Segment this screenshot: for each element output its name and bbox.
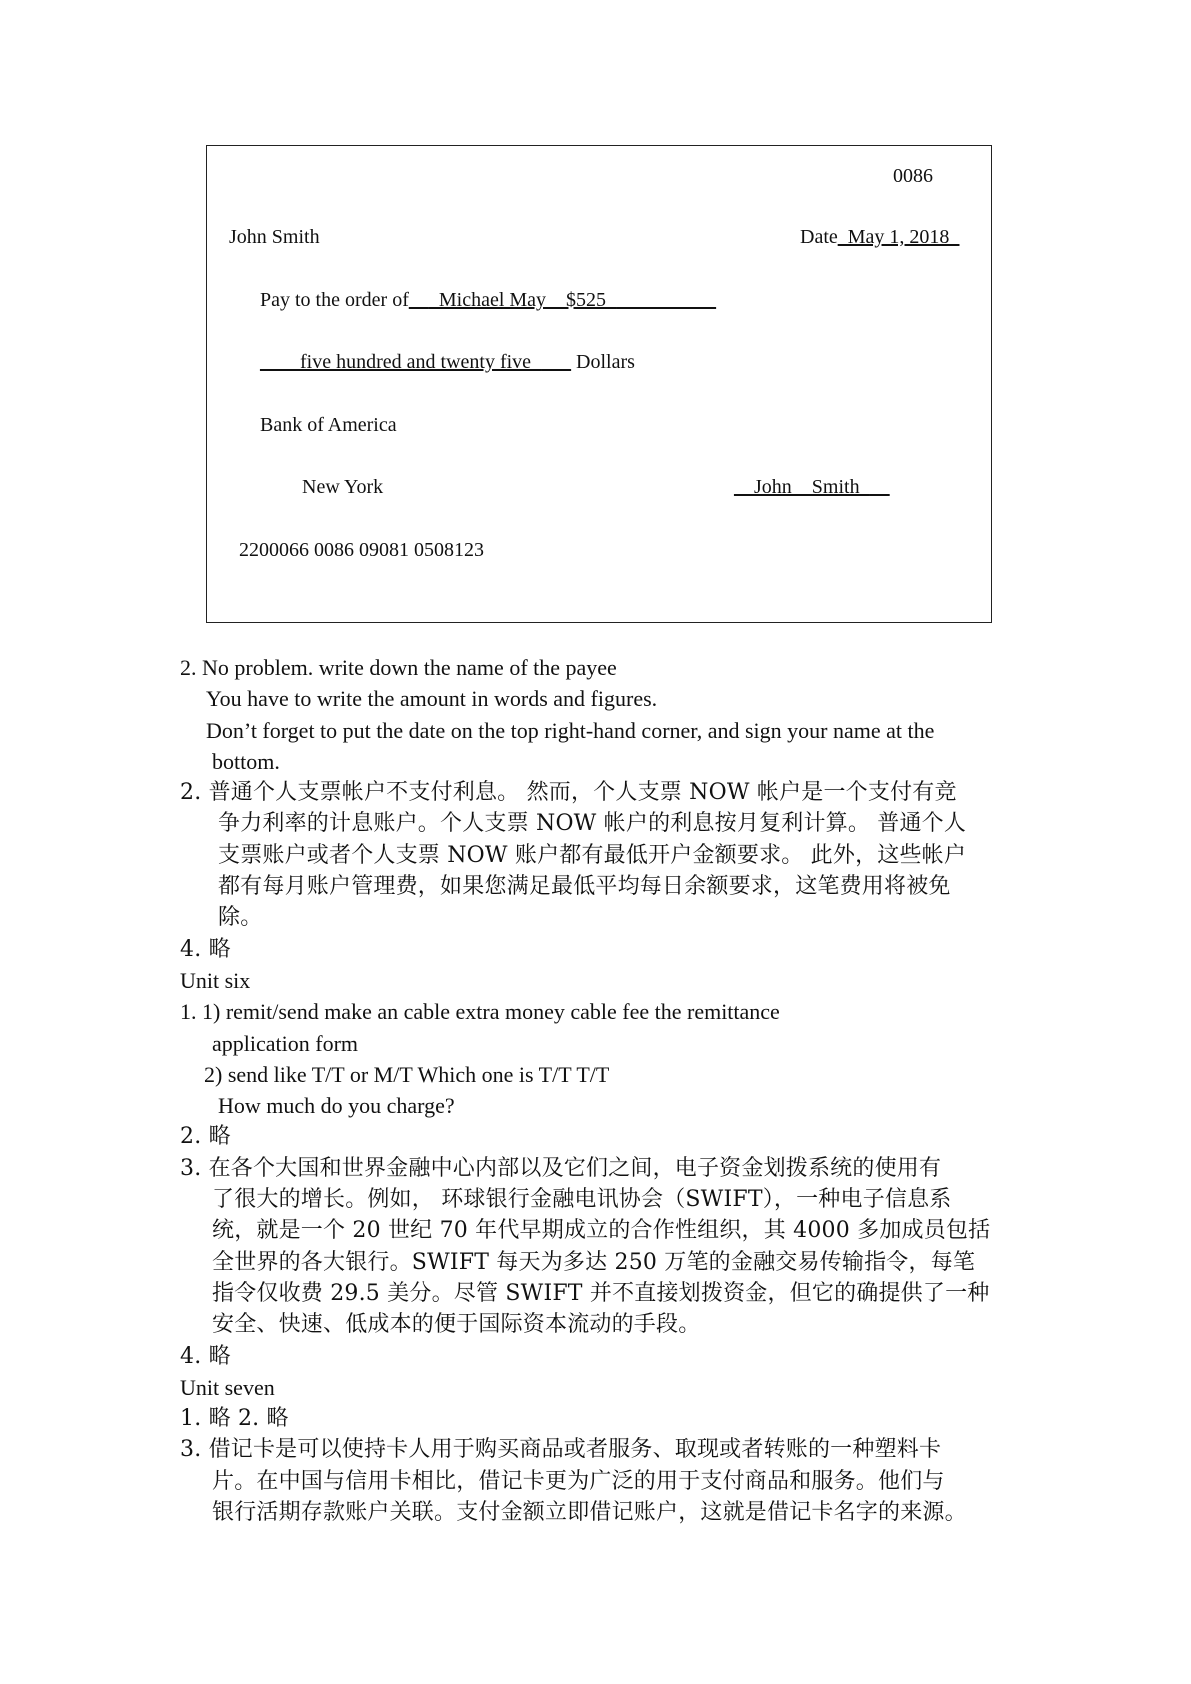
text-line: 全世界的各大银行。SWIFT 每天为多达 250 万笔的金融交易传输指令，每笔: [212, 1249, 976, 1275]
date-field: [800, 225, 959, 249]
text-line: 1. 1) remit/send make an cable extra money cable fee the remittance: [180, 999, 780, 1025]
text-line: 安全、快速、低成本的便于国际资本流动的手段。: [212, 1312, 701, 1338]
text-line: 片。在中国与信用卡相比，借记卡更为广泛的用于支付商品和服务。他们与: [212, 1468, 945, 1494]
pay-to-line: [260, 288, 716, 312]
bank-name: Bank of America: [260, 414, 397, 436]
signature: __John Smith___: [734, 476, 890, 498]
text-line: 都有每月账户管理费，如果您满足最低平均每日余额要求，这笔费用将被免: [218, 874, 951, 900]
date-label: Date: [800, 226, 838, 248]
text-line: 统，就是一个 20 世纪 70 年代早期成立的合作性组织，其 4000 多加成员包括: [212, 1218, 991, 1244]
date-value: _May 1, 2018_: [837, 226, 960, 248]
text-line: 支票账户或者个人支票 NOW 账户都有最低开户金额要求。 此外，这些帐户: [218, 842, 967, 868]
text-line: How much do you charge?: [218, 1093, 455, 1119]
text-line: 银行活期存款账户关联。支付金额立即借记账户，这就是借记卡名字的来源。: [212, 1500, 967, 1526]
check-number: 0086: [893, 165, 933, 187]
text-line: 3. 在各个大国和世界金融中心内部以及它们之间，电子资金划拨系统的使用有: [180, 1155, 942, 1181]
text-line: application form: [212, 1030, 359, 1056]
text-line: 2) send like T/T or M/T Which one is T/T T/T: [204, 1061, 610, 1087]
text-line: You have to write the amount in words and figures.: [206, 686, 658, 712]
pay-label: Pay to the order of: [260, 289, 409, 311]
text-line: 3. 借记卡是可以使持卡人用于购买商品或者服务、取现或者转账的一种塑料卡: [180, 1437, 942, 1463]
text-line: 2. 普通个人支票帐户不支付利息。 然而，个人支票 NOW 帐户是一个支付有竞: [180, 780, 957, 806]
payee: ___Michael May__$525___________: [408, 289, 717, 311]
text-line: 除。: [218, 905, 263, 931]
text-line: bottom.: [212, 748, 280, 774]
text-line: 了很大的增长。例如， 环球银行金融电讯协会（SWIFT），一种电子信息系: [212, 1187, 952, 1213]
drawer-name: John Smith: [229, 226, 320, 248]
text-line: 1. 略 2. 略: [180, 1406, 289, 1432]
unit-heading: Unit seven: [180, 1374, 275, 1400]
text-line: 4. 略: [180, 1343, 231, 1369]
text-line: 4. 略: [180, 936, 231, 962]
check-image: [206, 145, 992, 623]
dollars-label: Dollars: [576, 351, 635, 373]
amount-words: ____five hundred and twenty five____: [260, 351, 572, 373]
bank-city: New York: [302, 476, 384, 498]
micr-line: 2200066 0086 09081 0508123: [239, 539, 484, 561]
unit-heading: Unit six: [180, 967, 251, 993]
text-line: 指令仅收费 29.5 美分。尽管 SWIFT 并不直接划拨资金，但它的确提供了一种: [212, 1280, 990, 1306]
text-line: 2. 略: [180, 1124, 231, 1150]
amount-words-line: [260, 350, 635, 374]
answer-text: [180, 652, 1020, 1528]
text-line: Don’t forget to put the date on the top right-hand corner, and sign your name at the: [206, 717, 935, 743]
text-line: 2. No problem. write down the name of the payee: [180, 655, 617, 680]
text-line: 争力利率的计息账户。个人支票 NOW 帐户的利息按月复利计算。 普通个人: [218, 811, 967, 837]
